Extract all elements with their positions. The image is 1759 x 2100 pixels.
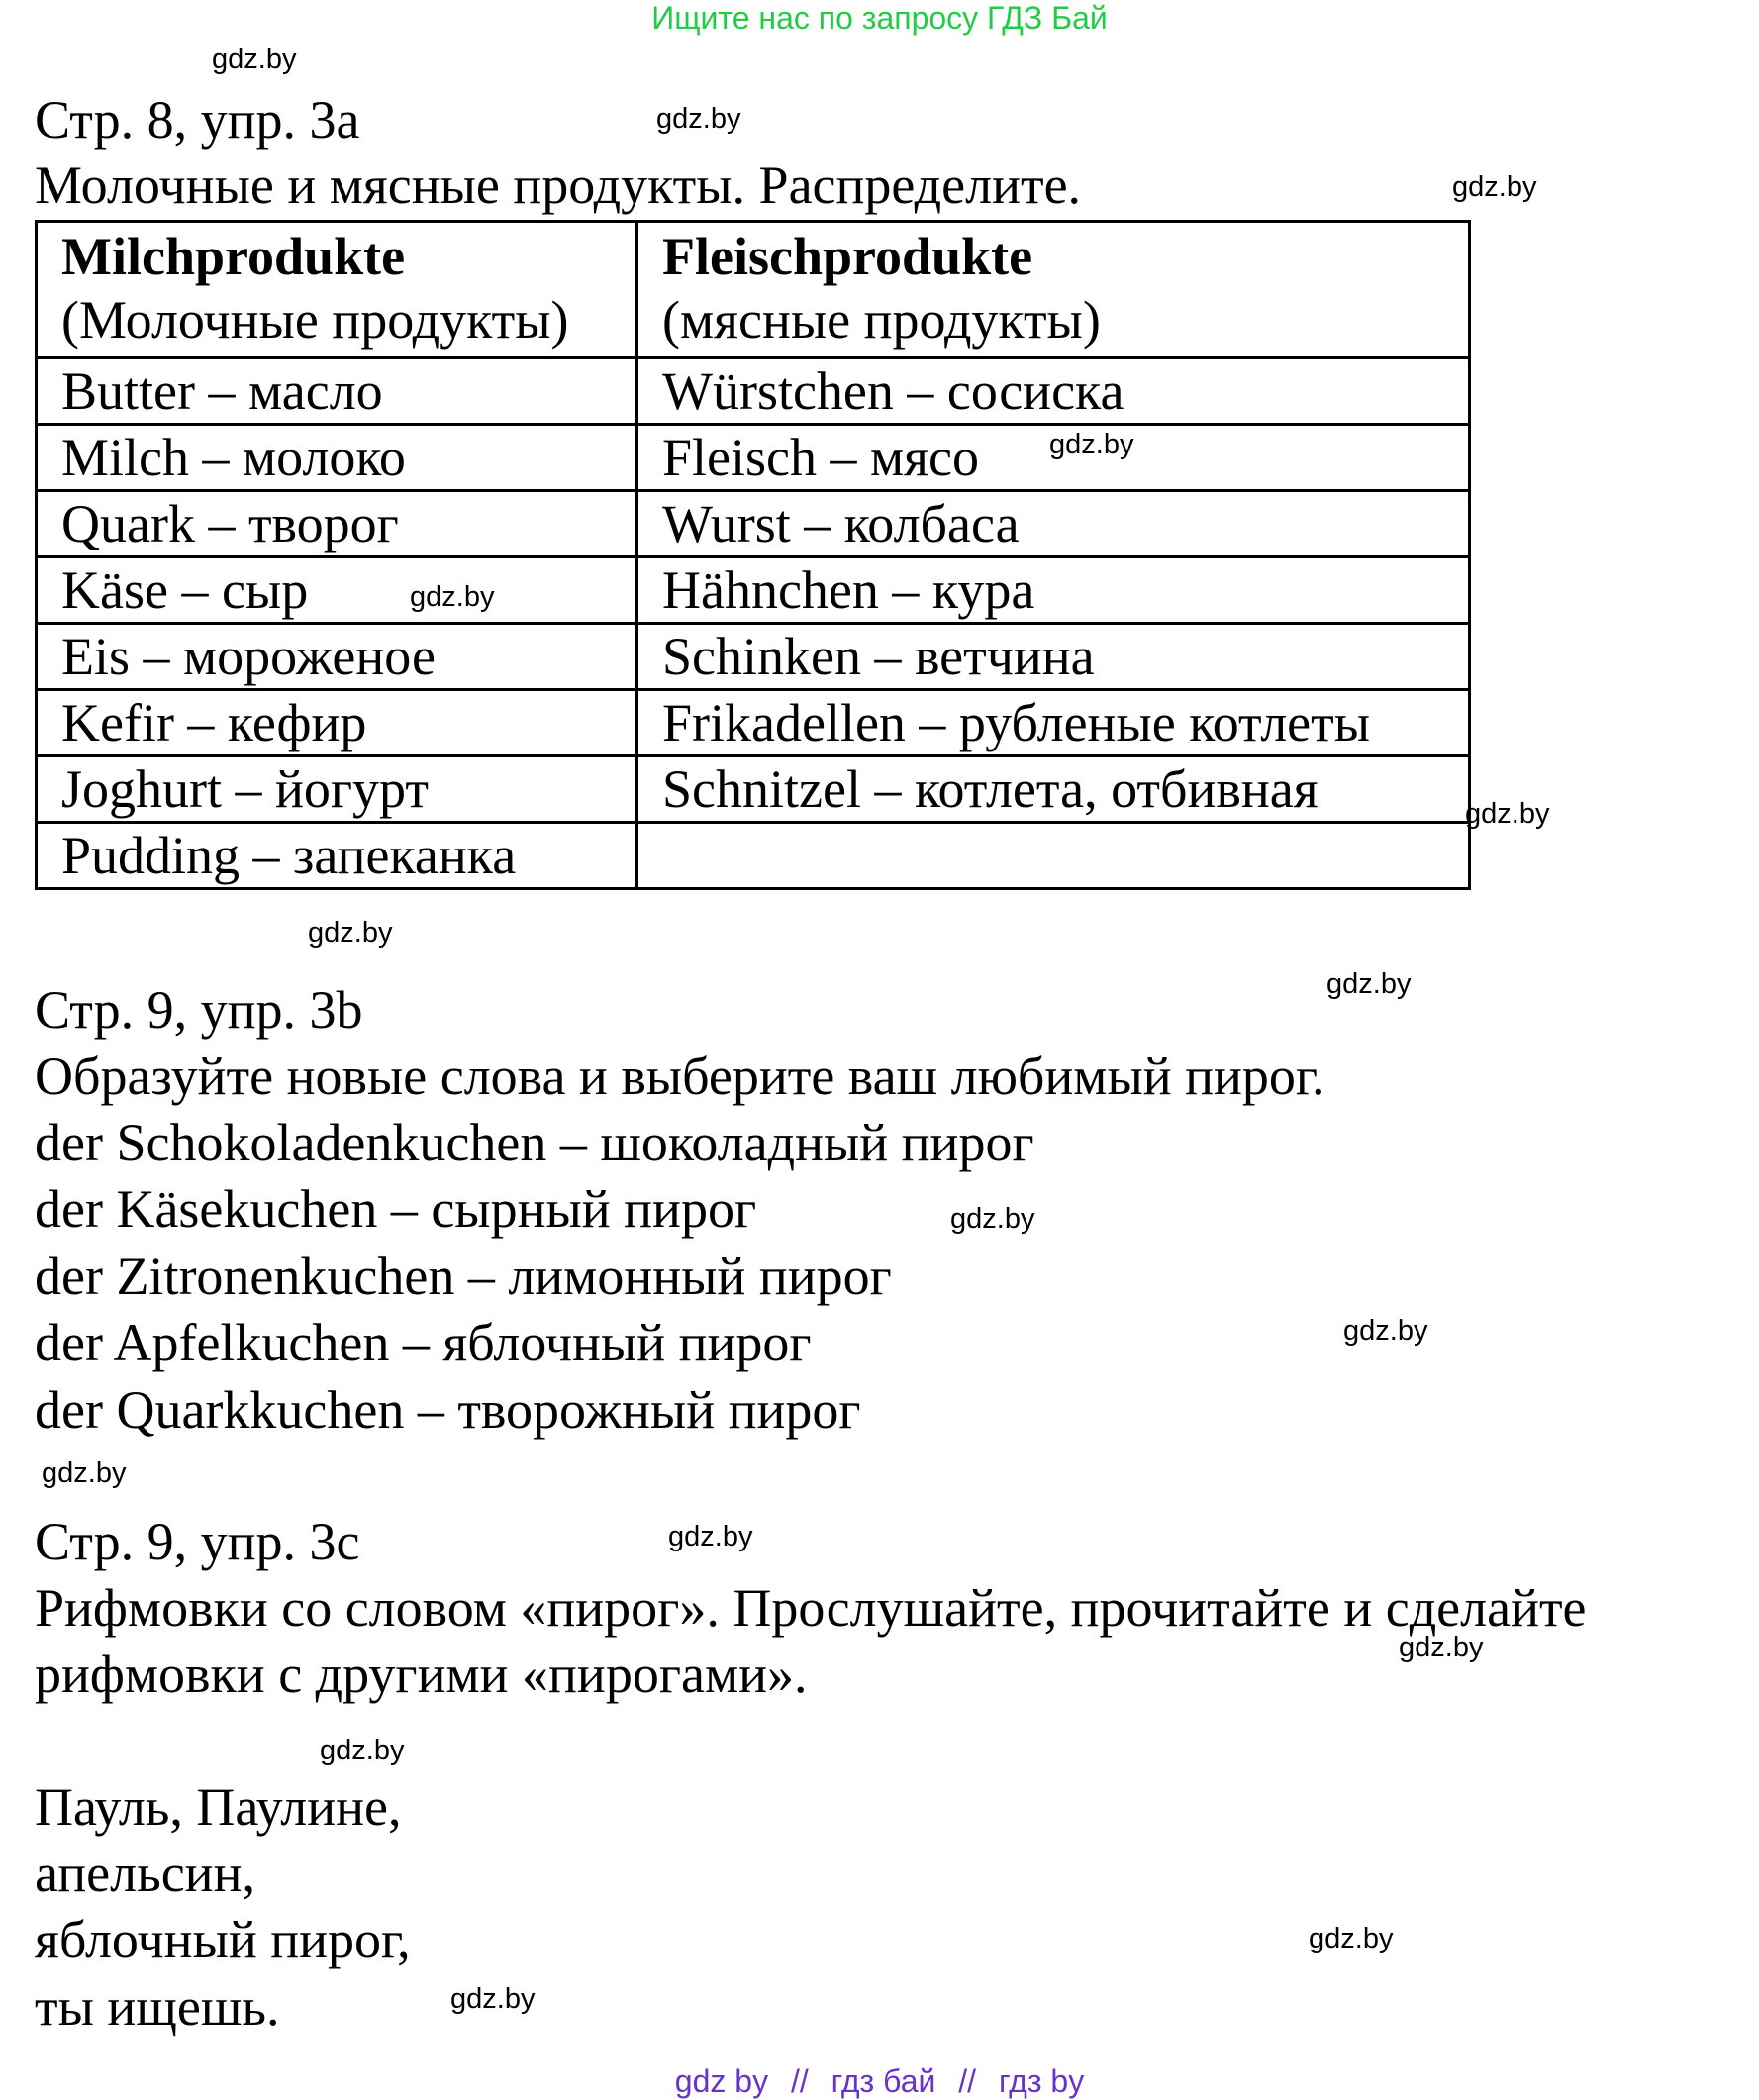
watermark: gdz.by	[950, 1203, 1035, 1235]
table-header-row	[37, 222, 1470, 358]
watermark: gdz.by	[656, 103, 741, 135]
ex3b-task: Образуйте новые слова и выберите ваш любимый пирог.	[35, 1047, 1325, 1106]
table-cell: Joghurt – йогурт	[37, 756, 637, 823]
header-dairy	[37, 222, 637, 358]
watermark: gdz.by	[1049, 429, 1134, 460]
ex3b-line: der Käsekuchen – сырный пирог	[35, 1179, 757, 1239]
watermark: gdz.by	[1343, 1315, 1428, 1347]
poem-line: яблочный пирог,	[35, 1910, 411, 1969]
watermark: gdz.by	[308, 917, 393, 949]
ex3a-heading: Стр. 8, упр. 3а	[35, 90, 360, 150]
table-cell: Quark – творог	[37, 491, 637, 557]
poem-line: апельсин,	[35, 1844, 255, 1903]
table-cell: Eis – мороженое	[37, 624, 637, 690]
table-cell	[637, 823, 1470, 889]
table-row	[37, 756, 1470, 823]
table-cell: Wurst – колбаса	[637, 491, 1470, 557]
watermark: gdz.by	[42, 1457, 127, 1489]
table-cell: Butter – масло	[37, 358, 637, 425]
ex3b-line: der Quarkkuchen – творожный пирог	[35, 1380, 861, 1440]
watermark: gdz.by	[1452, 171, 1537, 203]
ex3b-line: der Zitronenkuchen – лимонный пирог	[35, 1247, 892, 1306]
table-cell: Käse – сыр	[37, 557, 637, 624]
header-dairy-title: Milchprodukte	[61, 227, 406, 286]
watermark: gdz.by	[1399, 1632, 1484, 1663]
watermark: gdz.by	[1326, 968, 1412, 1000]
header-dairy-subtitle: (Молочные продукты)	[61, 290, 569, 350]
table-row	[37, 358, 1470, 425]
table-cell: Frikadellen – рубленые котлеты	[637, 690, 1470, 756]
table-cell: Kefir – кефир	[37, 690, 637, 756]
table-cell: Pudding – запеканка	[37, 823, 637, 889]
table-row	[37, 690, 1470, 756]
header-meat-title: Fleischprodukte	[662, 227, 1033, 286]
search-banner: Ищите нас по запросу ГДЗ Бай	[651, 0, 1108, 36]
footer-separator: //	[790, 2063, 809, 2099]
table-cell: Schinken – ветчина	[637, 624, 1470, 690]
table-cell: Schnitzel – котлета, отбивная	[637, 756, 1470, 823]
products-table	[35, 220, 1471, 890]
ex3c-heading: Стр. 9, упр. 3c	[35, 1512, 360, 1571]
footer-separator: //	[958, 2063, 977, 2099]
ex3b-heading: Стр. 9, упр. 3b	[35, 980, 363, 1040]
table-row	[37, 491, 1470, 557]
table-cell: Milch – молоко	[37, 425, 637, 491]
ex3a-task: Молочные и мясные продукты. Распределите.	[35, 155, 1082, 215]
ex3c-task-line1: Рифмовки со словом «пирог». Прослушайте, прочитайте и сделайте	[35, 1578, 1587, 1638]
watermark: gdz.by	[212, 44, 297, 75]
watermark: gdz.by	[450, 1983, 536, 2015]
table-row	[37, 557, 1470, 624]
poem-line: Пауль, Паулине,	[35, 1777, 402, 1837]
footer-link: гдз by	[998, 2063, 1085, 2099]
table-cell: Würstchen – сосиска	[637, 358, 1470, 425]
watermark: gdz.by	[1465, 798, 1550, 830]
footer-link: gdz by	[674, 2063, 769, 2099]
table-cell: Fleisch – мясо	[637, 425, 1470, 491]
watermark: gdz.by	[320, 1735, 405, 1766]
table-row	[37, 624, 1470, 690]
watermark: gdz.by	[410, 581, 495, 613]
watermark: gdz.by	[1309, 1923, 1394, 1954]
ex3b-line: der Apfelkuchen – яблочный пирог	[35, 1313, 812, 1372]
table-row	[37, 425, 1470, 491]
table-cell: Hähnchen – кура	[637, 557, 1470, 624]
poem-line: ты ищешь.	[35, 1977, 280, 2037]
footer-links	[0, 2063, 1759, 2100]
footer-link: гдз бай	[831, 2063, 936, 2099]
ex3c-task-line2: рифмовки с другими «пирогами».	[35, 1645, 808, 1704]
header-meat-subtitle: (мясные продукты)	[662, 290, 1101, 350]
watermark: gdz.by	[668, 1521, 753, 1552]
table-row	[37, 823, 1470, 889]
ex3b-line: der Schokoladenkuchen – шоколадный пирог	[35, 1113, 1034, 1172]
header-meat	[637, 222, 1470, 358]
